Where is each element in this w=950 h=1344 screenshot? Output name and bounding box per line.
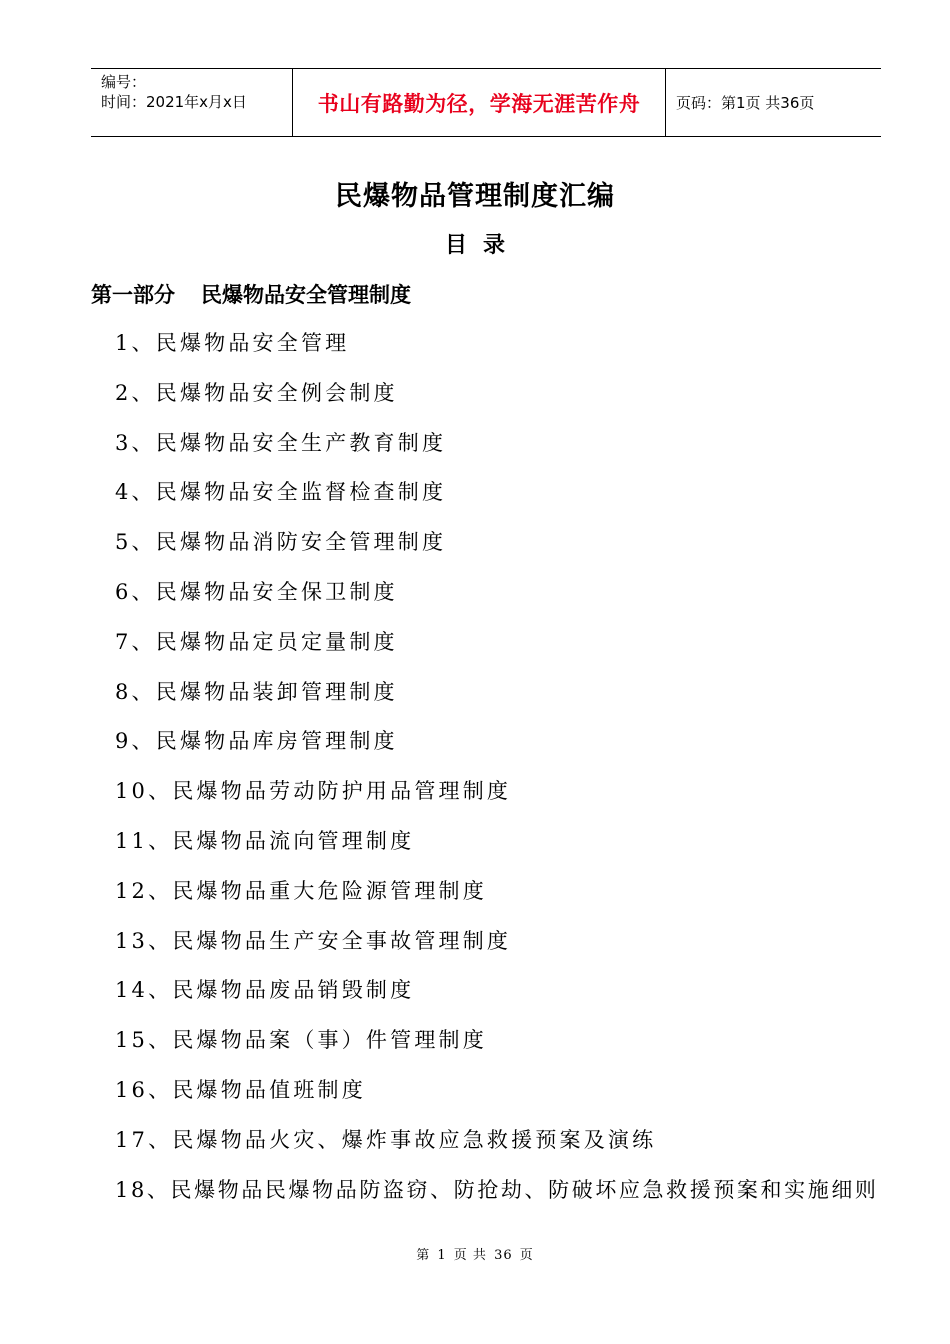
footer-suffix: 页 [519,1248,534,1263]
toc-item: 6、民爆物品安全保卫制度 [115,579,398,604]
toc-item: 2、民爆物品安全例会制度 [115,380,398,405]
toc-item: 13、民爆物品生产安全事故管理制度 [115,928,512,953]
page-header [91,68,881,137]
toc-item: 1、民爆物品安全管理 [115,331,350,355]
toc-title-char-2: 录 [483,233,506,258]
toc-item: 3、民爆物品安全生产教育制度 [115,430,447,455]
header-motto-cell [293,69,666,136]
toc-item: 14、民爆物品废品销毁制度 [115,978,415,1003]
toc-item: 18、民爆物品民爆物品防盗窃、防抢劫、防破坏应急救援预案和实施细则 [115,1177,879,1202]
toc-item: 8、民爆物品装卸管理制度 [115,679,398,704]
toc-item: 5、民爆物品消防安全管理制度 [115,530,447,555]
toc-item: 4、民爆物品安全监督检查制度 [115,480,447,505]
header-left-cell [91,69,293,136]
toc-item: 11、民爆物品流向管理制度 [115,828,415,853]
document-title: 民爆物品管理制度汇编 [335,181,615,212]
header-page-info: 页码：第1页 共36页 [676,94,815,112]
page-footer [0,1244,950,1263]
footer-page-number: 1 [437,1248,447,1263]
part-title: 民爆物品安全管理制度 [201,283,411,307]
toc-list [115,326,915,1222]
part-label: 第一部分 [91,283,175,307]
footer-middle: 页 共 [453,1248,487,1263]
toc-item: 7、民爆物品定员定量制度 [115,629,398,654]
toc-item: 16、民爆物品值班制度 [115,1077,366,1102]
toc-title-char-1: 目 [444,233,467,258]
header-motto: 书山有路勤为径，学海无涯苦作舟 [317,91,641,116]
toc-title [0,228,950,259]
document-time-label: 时间：2021年x月x日 [101,93,247,111]
footer-prefix: 第 [416,1248,431,1263]
toc-item: 10、民爆物品劳动防护用品管理制度 [115,779,512,804]
document-number-label: 编号： [101,73,147,91]
toc-item: 15、民爆物品案（事）件管理制度 [115,1028,487,1053]
toc-item: 17、民爆物品火灾、爆炸事故应急救援预案及演练 [115,1127,657,1152]
header-page-cell [666,69,881,136]
toc-item: 9、民爆物品库房管理制度 [115,729,398,754]
footer-total-pages: 36 [494,1248,513,1263]
toc-item: 12、民爆物品重大危险源管理制度 [115,878,487,903]
part-heading [91,279,411,309]
